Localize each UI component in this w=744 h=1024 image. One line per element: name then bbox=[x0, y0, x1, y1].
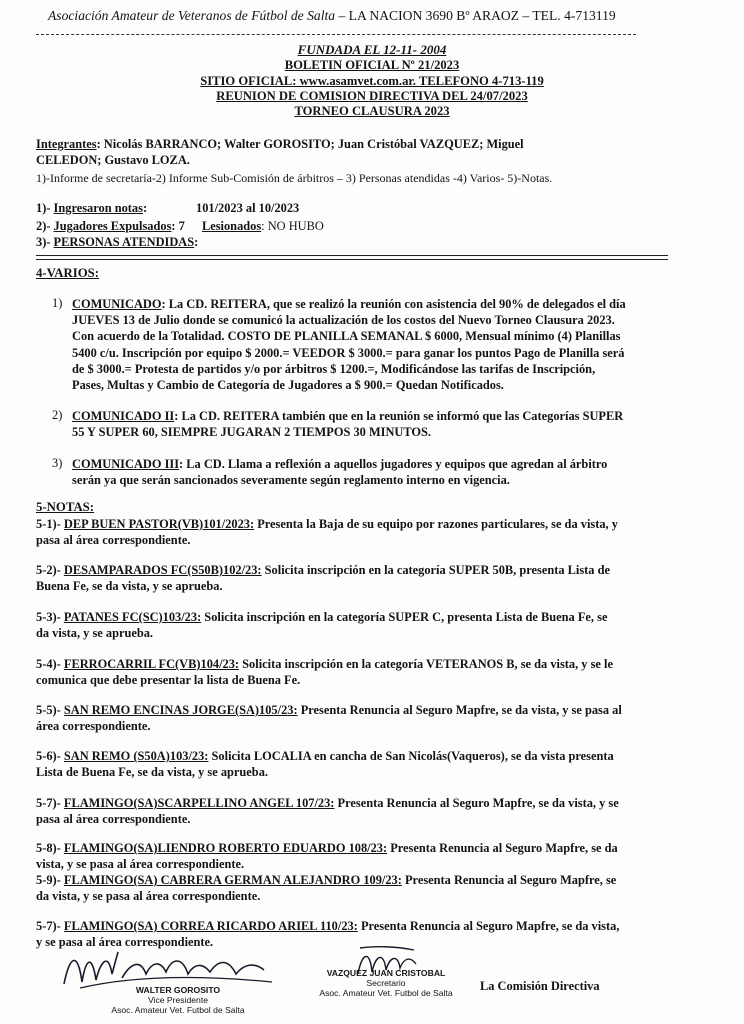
note-5-7: 5-7)- FLAMINGO(SA)SCARPELLINO ANGEL 107/23: Presenta Renuncia al Seguro Mapfre, se da vista, y se pasa al área correspondiente. bbox=[36, 796, 619, 827]
note-5-6: 5-6)- SAN REMO (S50A)103/23: Solicita LOCALIA en cancha de San Nicolás(Vaqueros), se da vista presenta Lista de Buena Fe, se da vista, y se aprueba. bbox=[36, 749, 614, 780]
varios-item-number: 3) bbox=[52, 456, 63, 470]
agenda: 1)-Informe de secretaría-2) Informe Sub-Comisión de árbitros – 3) Personas atendidas -4) Varios- 5)-Notas. bbox=[36, 171, 553, 185]
varios-item-number: 2) bbox=[52, 408, 63, 422]
official-site: SITIO OFICIAL: www.asamvet.com.ar. TELEFONO 4-713-119 bbox=[200, 74, 544, 88]
note-5-10: 5-7)- FLAMINGO(SA) CORREA RICARDO ARIEL 110/23: Presenta Renuncia al Seguro Mapfre, se da vista, y se pasa al área correspondiente. bbox=[36, 919, 620, 950]
signature-block-left: WALTER GOROSITO Vice Presidente Asoc. Amateur Vet. Futbol de Salta bbox=[111, 985, 245, 1015]
members-label: Integrantes bbox=[36, 137, 97, 151]
meeting-title: REUNION DE COMISION DIRECTIVA DEL 24/07/2023 bbox=[216, 89, 528, 103]
notes-title: 5-NOTAS: bbox=[36, 500, 95, 514]
bulletin-number: BOLETIN OFICIAL Nº 21/2023 bbox=[284, 58, 460, 72]
header-divider bbox=[36, 34, 636, 35]
varios-title: 4-VARIOS: bbox=[36, 266, 100, 280]
board-signature-label: La Comisión Directiva bbox=[480, 979, 600, 993]
note-5-3: 5-3)- PATANES FC(SC)103/23: Solicita inscripción en la categoría SUPER C, presenta Lista de Buena Fe, se da vista, y se aprueba. bbox=[36, 610, 608, 641]
note-5-8: 5-8)- FLAMINGO(SA)LIENDRO ROBERTO EDUARDO 108/23: Presenta Renuncia al Seguro Mapfre, se da vista, y se pasa al área correspondiente. bbox=[36, 841, 618, 872]
signature-block-middle: VAZQUEZ JUAN CRISTOBAL Secretario Asoc. Amateur Vet. Futbol de Salta bbox=[319, 968, 453, 998]
varios-item-3: COMUNICADO III: La CD. Llama a reflexión a aquellos jugadores y equipos que agredan al árbitro serán ya que serán sancionados severamente según reglamento interno en vigencia. bbox=[72, 457, 608, 488]
organization-name: Asociación Amateur de Veteranos de Fútbol de Salta bbox=[48, 8, 336, 23]
note-5-4: 5-4)- FERROCARRIL FC(VB)104/23: Solicita inscripción en la categoría VETERANOS B, se da vista, y se le comunica que debe presentar la lista de Buena Fe. bbox=[36, 657, 613, 688]
section-divider bbox=[36, 255, 668, 260]
organization-address: – LA NACION 3690 Bº ARAOZ – TEL. 4-713119 bbox=[335, 8, 616, 23]
varios-item-1: COMUNICADO: La CD. REITERA, que se realizó la reunión con asistencia del 90% de delegados el día JUEVES 13 de Julio donde se comunicó la actualización de los costos del Nuevo Torneo Clausura 2023. Con acuerdo de la Totalidad. COSTO DE PLANILLA SEMANAL $ 6000, Mensual mínimo (4) Planillas 5400 c/u. Inscripción por equipo $ 2000.= VEEDOR $ 3000.= para ganar los puntos Pago de Planilla será de $ 3000.= Protesta de partidos y/o por árbitros $ 1200.=, Modificándose las tarifas de Inscripción, Pases, Multas y Cambio de Categoría de Jugadores a $ 900.= Quedan Notificados. bbox=[72, 297, 626, 393]
note-5-9: 5-9)- FLAMINGO(SA) CABRERA GERMAN ALEJANDRO 109/23: Presenta Renuncia al Seguro Mapfre, se da vista, y se pasa al área correspondiente. bbox=[36, 873, 617, 904]
members-line-1: Integrantes: Nicolás BARRANCO; Walter GOROSITO; Juan Cristóbal VAZQUEZ; Miguel bbox=[36, 137, 524, 151]
tournament-title: TORNEO CLAUSURA 2023 bbox=[294, 104, 450, 118]
section-1-incoming-notes: 1)- Ingresaron notas: 101/2023 al 10/2023 bbox=[36, 201, 300, 215]
note-5-2: 5-2)- DESAMPARADOS FC(S50B)102/23: Solicita inscripción en la categoría SUPER 50B, presenta Lista de Buena Fe, se da vista, y se aprueba. bbox=[36, 563, 610, 594]
varios-item-2: COMUNICADO II: La CD. REITERA también que en la reunión se informó que las Categorías SUPER 55 Y SUPER 60, SIEMPRE JUGARAN 2 TIEMPOS 30 MINUTOS. bbox=[72, 409, 624, 440]
incoming-notes-range: 101/2023 al 10/2023 bbox=[196, 201, 300, 215]
letterhead bbox=[48, 8, 708, 24]
note-5-5: 5-5)- SAN REMO ENCINAS JORGE(SA)105/23: Presenta Renuncia al Seguro Mapfre, se da vista, y se pasa al área correspondiente. bbox=[36, 703, 622, 734]
note-5-1: 5-1)- DEP BUEN PASTOR(VB)101/2023: Presenta la Baja de su equipo por razones particulares, se da vista, y pasa al área correspondiente. bbox=[36, 517, 618, 548]
founded-date: FUNDADA EL 12-11- 2004 bbox=[297, 42, 447, 57]
section-3-people-attended: 3)- PERSONAS ATENDIDAS: bbox=[36, 235, 199, 249]
section-2-expelled: 2)- Jugadores Expulsados: 7 Lesionados: NO HUBO bbox=[36, 219, 324, 233]
varios-item-number: 1) bbox=[52, 296, 63, 310]
members-line-2: CELEDON; Gustavo LOZA. bbox=[36, 153, 190, 167]
